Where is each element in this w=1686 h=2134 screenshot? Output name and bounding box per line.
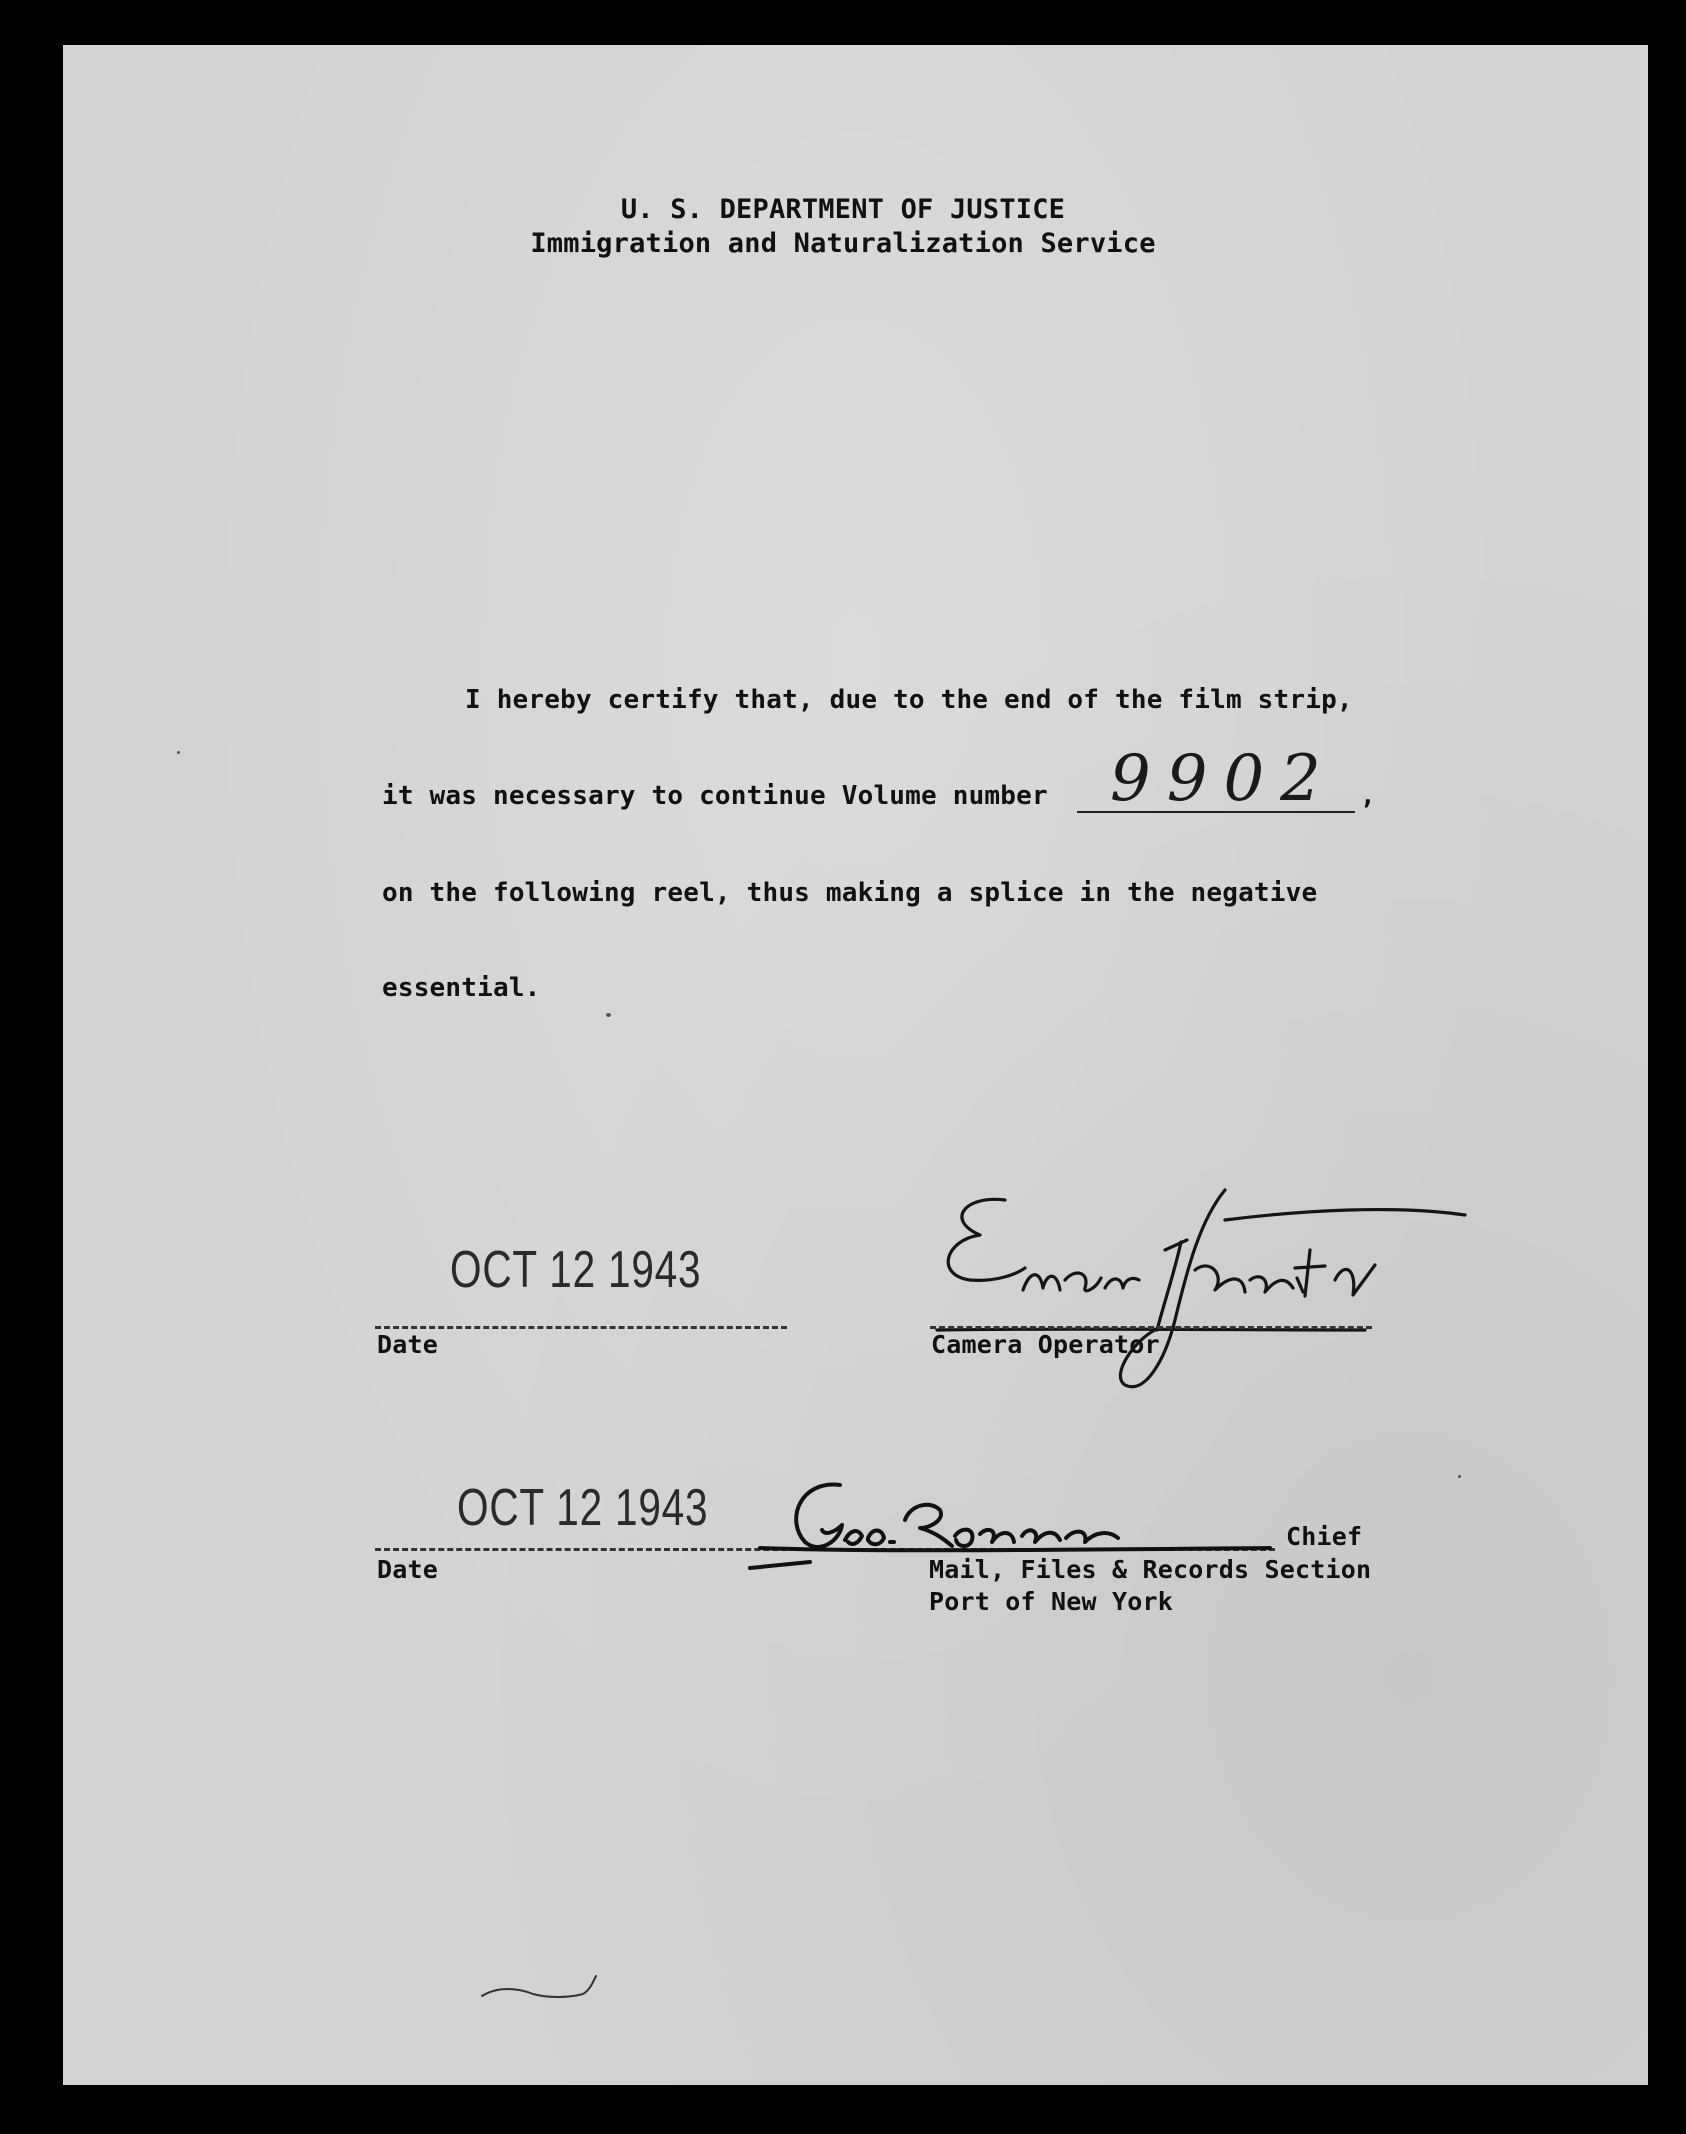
document-page: [63, 45, 1648, 2085]
certification-line-3: on the following reel, thus making a splice in the negative: [382, 878, 1318, 908]
dust-speck: [177, 751, 180, 754]
camera-operator-rule: [930, 1326, 1372, 1329]
certification-line-2: [382, 781, 1048, 811]
chief-location: Port of New York: [929, 1587, 1174, 1616]
stray-pencil-mark: [478, 1968, 618, 2008]
agency-heading: U. S. DEPARTMENT OF JUSTICE: [620, 194, 1066, 225]
dust-speck: [1458, 1475, 1461, 1478]
dust-speck: [606, 1013, 611, 1017]
service-heading: Immigration and Naturalization Service: [530, 228, 1156, 259]
volume-suffix: ,: [1360, 781, 1376, 811]
camera-operator-label: Camera Operator: [931, 1330, 1160, 1359]
certification-line-1: I hereby certify that, due to the end of the film strip,: [465, 685, 1353, 715]
date-label-1: Date: [377, 1330, 439, 1359]
camera-operator-signature: [925, 1180, 1505, 1410]
volume-number-handwritten: 9902: [1110, 742, 1337, 816]
chief-title: Chief: [1286, 1522, 1363, 1551]
date-stamp-2: OCT 12 1943: [457, 1479, 709, 1537]
volume-prefix: it was necessary to continue Volume number: [382, 781, 1048, 811]
date-label-2: Date: [377, 1555, 439, 1584]
certification-line-4: essential.: [382, 973, 541, 1003]
chief-section: Mail, Files & Records Section: [929, 1555, 1372, 1584]
date-rule-1: [375, 1326, 787, 1329]
date-stamp-1: OCT 12 1943: [450, 1241, 702, 1299]
